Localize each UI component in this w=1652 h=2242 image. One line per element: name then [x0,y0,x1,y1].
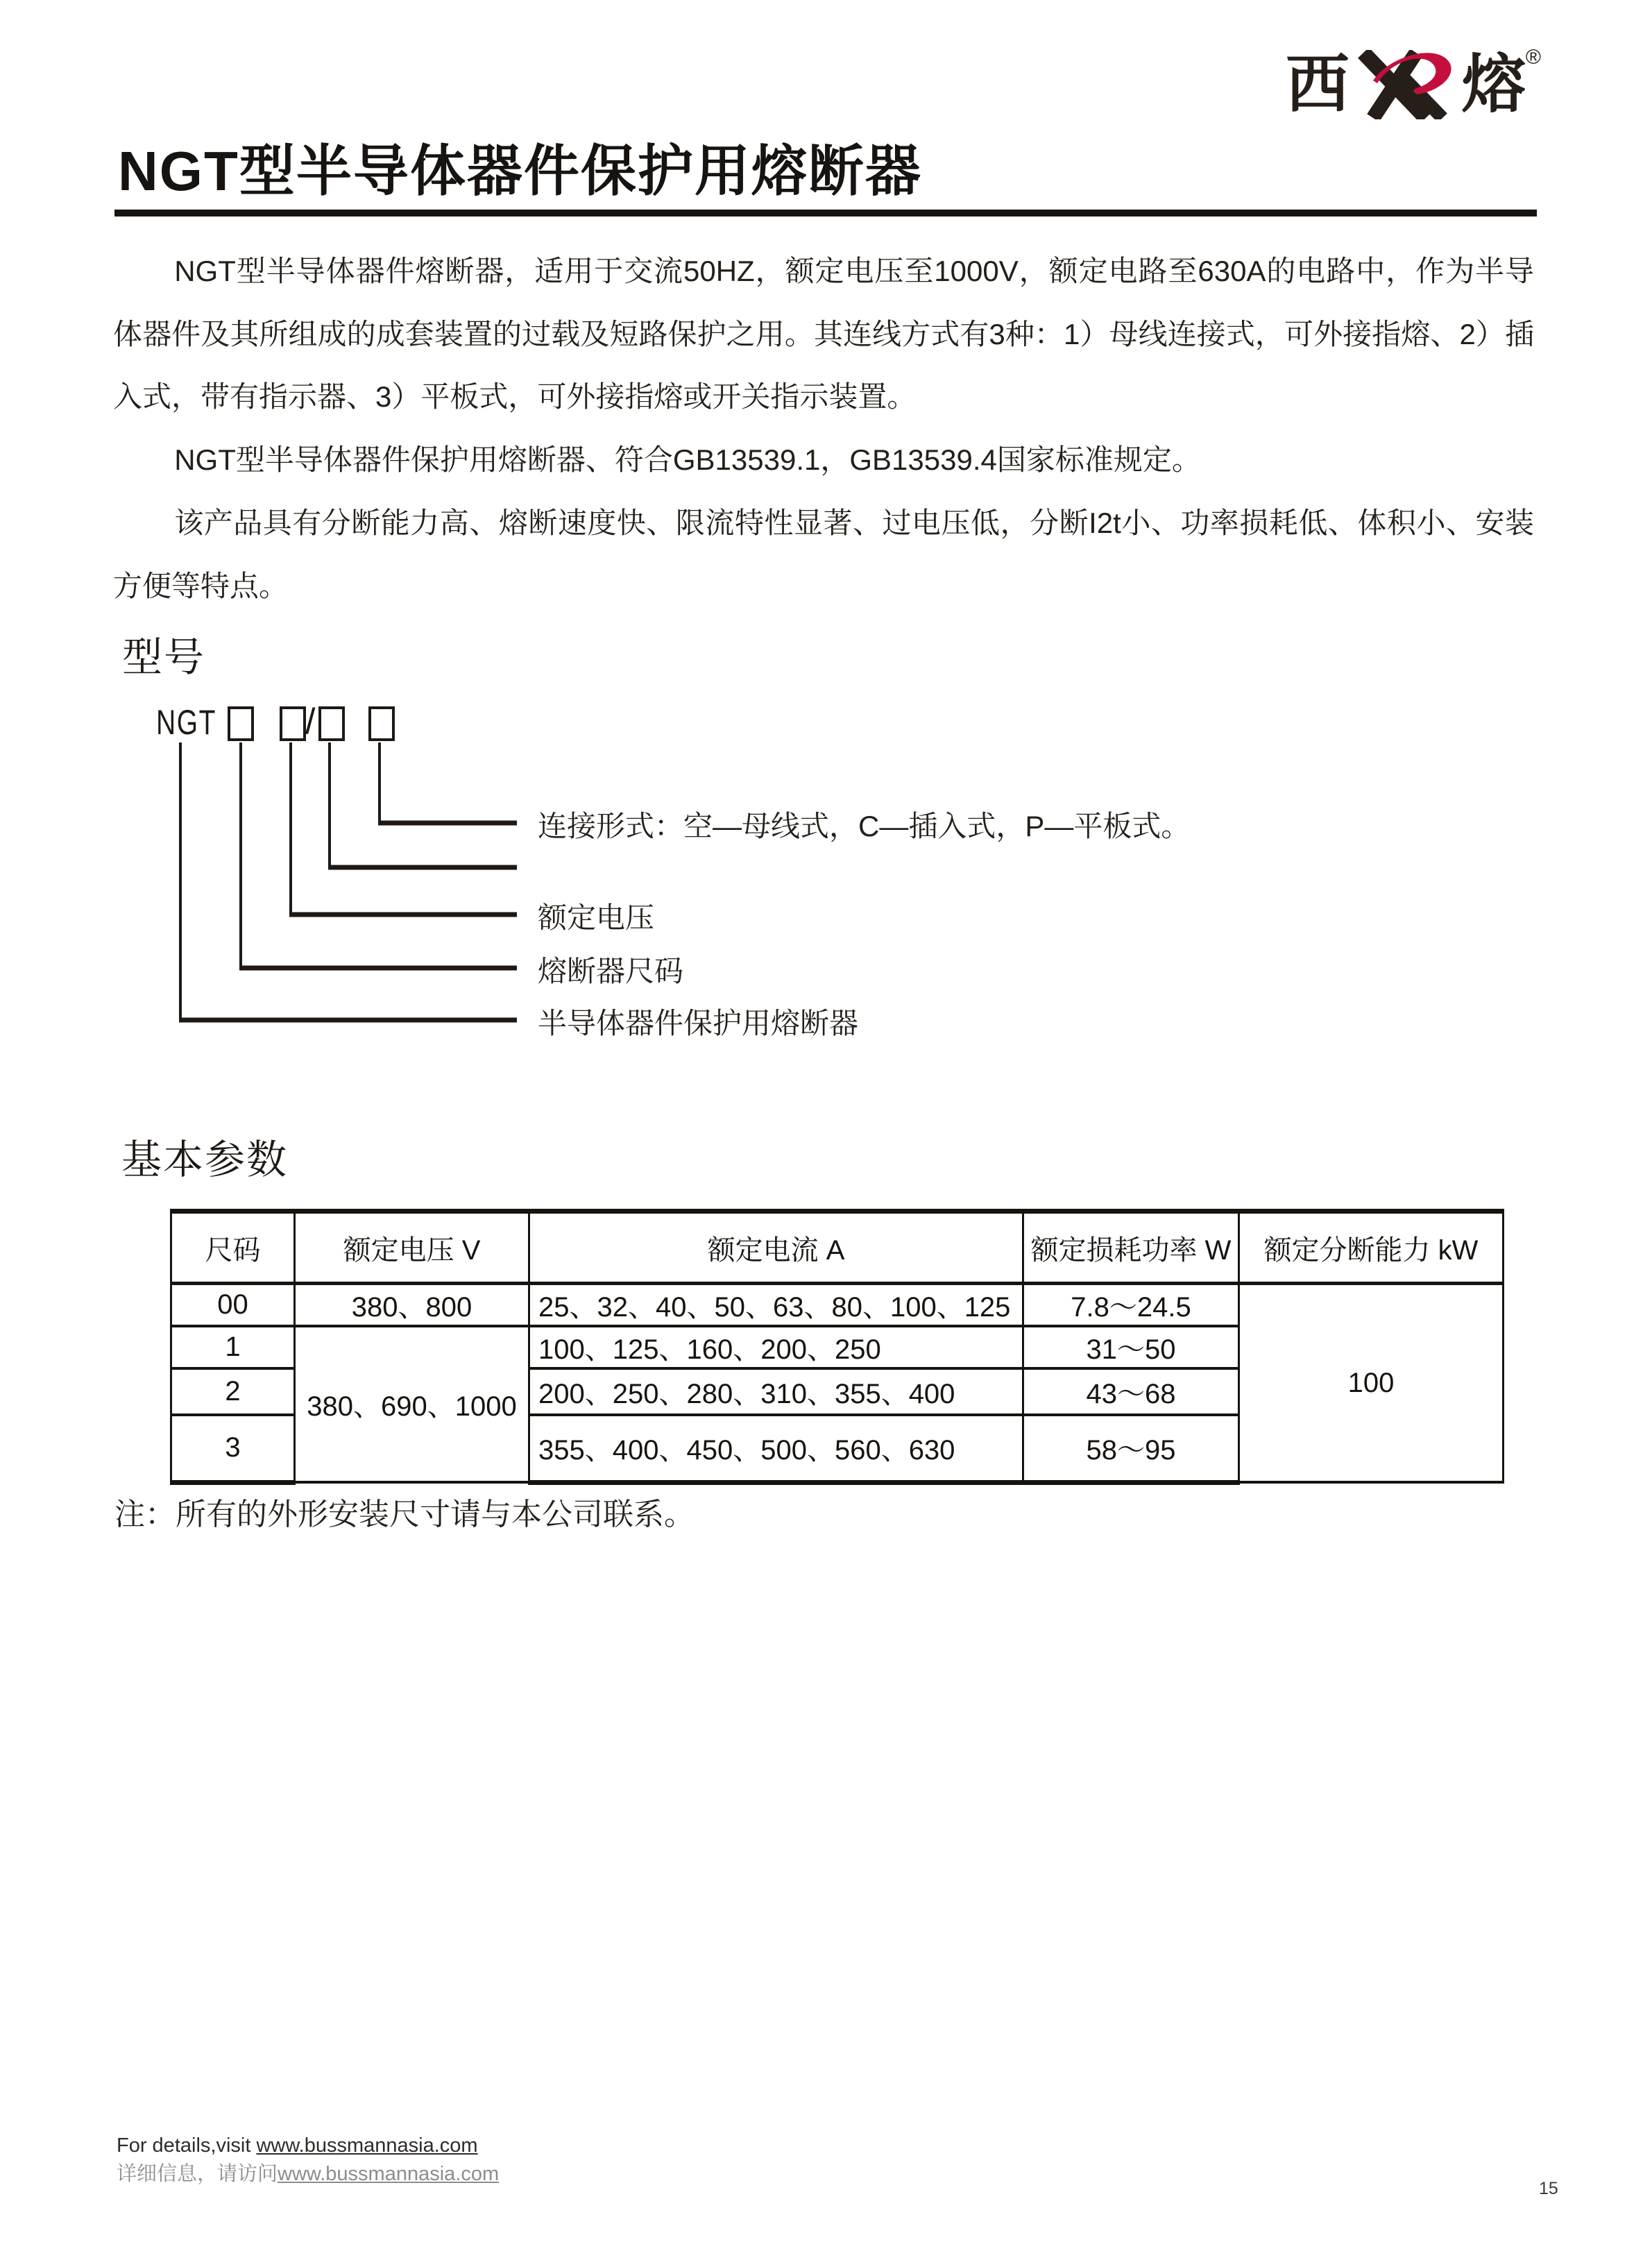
footer-line-zh [117,2158,499,2186]
decoder-label-semiconductor-fuse: 半导体器件保护用熔断器 [538,1007,859,1039]
logo-char-rong: 熔 [1461,49,1526,120]
cell-size: 00 [171,1284,295,1327]
table-header-row [171,1212,1504,1284]
header-rated-power-loss: 额定损耗功率 W [1023,1212,1239,1284]
page-number: 15 [1539,2179,1558,2198]
cell-breaking-capacity: 100 [1239,1284,1504,1483]
footer-zh-text: 详细信息，请访问 [117,2163,278,2185]
cell-size: 3 [171,1415,295,1482]
footer-line-en [117,2134,478,2157]
footer-zh-link[interactable]: www.bussmannasia.com [278,2163,500,2185]
cell-size: 2 [171,1368,295,1415]
header-rated-voltage: 额定电压 V [295,1212,529,1284]
brand-logo [1285,46,1541,120]
decoder-label-fuse-size: 熔断器尺码 [538,955,684,987]
parameters-table [170,1209,1504,1485]
header-rated-current: 额定电流 A [529,1212,1023,1284]
intro-paragraph-1: NGT型半导体器件熔断器，适用于交流50HZ，额定电压至1000V，额定电路至630A的电路中，作为半导体器件及其所组成的成套装置的过载及短路保护之用。其连线方式有3种：1）母线连接式，可外接指熔、2）插入式，带有指示器、3）平板式，可外接指熔或开关指示装置。 [113,255,1534,414]
model-code-prefix: NGT [156,703,217,742]
page-title: NGT型半导体器件保护用熔断器 [118,140,922,202]
xr-monogram-icon [1354,50,1458,119]
footer-en-text: For details,visit [117,2134,257,2157]
cell-current: 355、400、450、500、560、630 [529,1415,1023,1482]
cell-voltage: 380、690、1000 [295,1326,529,1482]
cell-current: 100、125、160、200、250 [529,1326,1023,1368]
intro-paragraph-3: 该产品具有分断能力高、熔断速度快、限流特性显著、过电压低，分断I2t小、功率损耗低、体积小、安装方便等特点。 [113,506,1534,602]
cell-size: 1 [171,1326,295,1368]
footer-en-link[interactable]: www.bussmannasia.com [256,2134,478,2157]
table-row [171,1284,1504,1327]
cell-voltage: 380、800 [295,1284,529,1327]
cell-current: 25、32、40、50、63、80、100、125 [529,1284,1023,1327]
intro-section [113,240,1534,618]
model-heading: 型号 [122,635,206,680]
params-heading: 基本参数 [121,1137,289,1182]
title-divider [114,210,1537,216]
code-separator: / [305,702,316,742]
cell-power: 58～95 [1023,1415,1239,1482]
cell-power: 31～50 [1023,1326,1239,1368]
cell-power: 7.8～24.5 [1023,1284,1239,1327]
cell-current: 200、250、280、310、355、400 [529,1368,1023,1415]
intro-paragraph-2: NGT型半导体器件保护用熔断器、符合GB13539.1，GB13539.4国家标准规定。 [174,443,1201,477]
registered-mark: ® [1525,46,1541,69]
decoder-label-rated-voltage: 额定电压 [538,901,655,934]
logo-char-xi: 西 [1285,49,1349,120]
header-breaking-capacity: 额定分断能力 kW [1239,1212,1504,1284]
decoder-label-connection-type: 连接形式：空—母线式，C—插入式，P—平板式。 [538,810,1191,842]
header-size: 尺码 [171,1212,295,1284]
decoder-connector-lines [139,736,555,1041]
cell-power: 43～68 [1023,1368,1239,1415]
dimensions-note: 注：所有的外形安装尺寸请与本公司联系。 [114,1497,695,1531]
